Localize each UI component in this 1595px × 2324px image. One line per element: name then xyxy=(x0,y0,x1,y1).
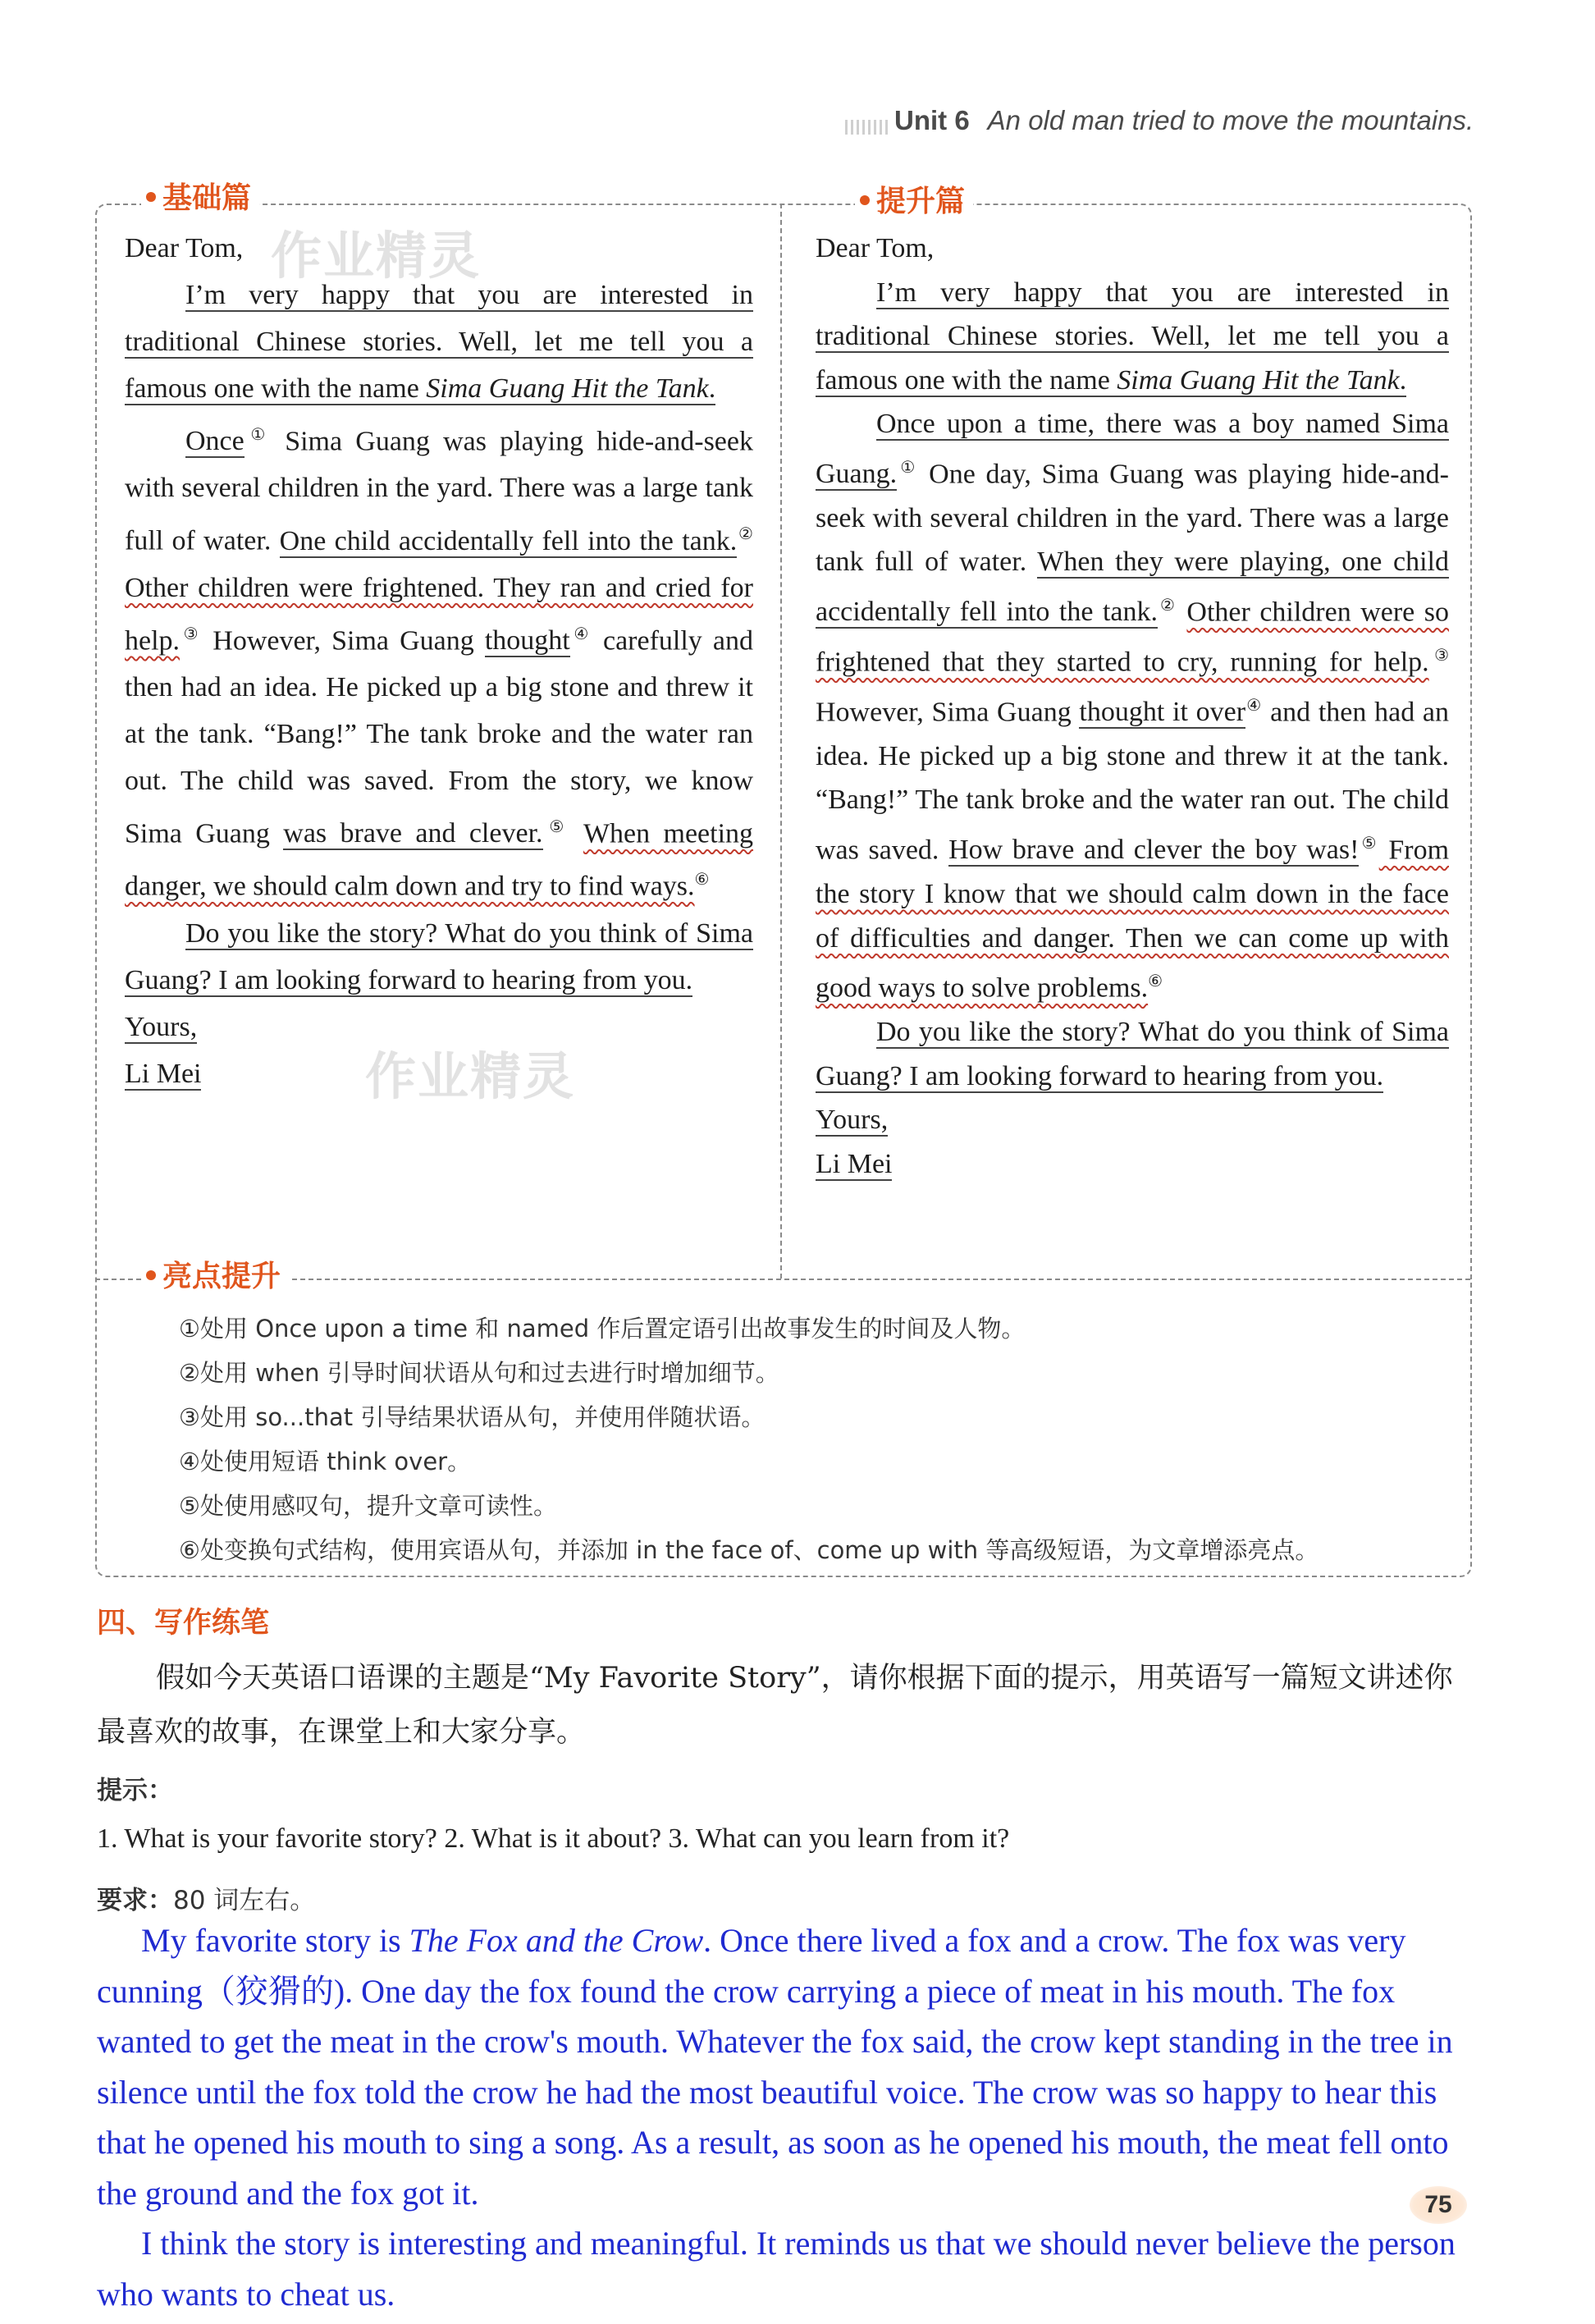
bullet-dot-icon xyxy=(146,1270,156,1280)
closing: Yours, xyxy=(125,1011,198,1042)
signature: Li Mei xyxy=(125,1058,202,1089)
paragraph-1: I’m very happy that you are interested in traditional Chinese stories. Well, let me tell you a famous one with the name Sima Guang Hit the Tank. xyxy=(816,277,1449,396)
hint-prompts: 1. What is your favorite story? 2. What is it about? 3. What can you learn from it? xyxy=(97,1823,1010,1854)
highlight-item: ⑥处变换句式结构，使用宾语从句，并添加 in the face of、come up with 等高级短语，为文章增添亮点。 xyxy=(179,1536,1319,1564)
signature: Li Mei xyxy=(816,1148,893,1179)
basic-version-label: 基础篇 xyxy=(141,181,259,217)
answer-paragraph-2: I think the story is interesting and meaningful. It reminds us that we should never believe the person who wants to cheat us. xyxy=(97,2225,1456,2313)
highlights-label: 亮点提升 xyxy=(141,1259,289,1295)
basic-essay xyxy=(125,225,753,1097)
bullet-dot-icon xyxy=(146,192,156,202)
unit-label: Unit 6 xyxy=(894,105,970,135)
paragraph-2: Once① Sima Guang was playing hide-and-seek with several children in the yard. There was a large tank full of water. One child accidentally fell into the tank.② Other children were frightened. They ran and cried for help.③ However, Sima Guang thought④ carefully and then had an idea. He picked up a big stone and threw it at the tank. “Bang!” The tank broke and the water ran out. The child was saved. From the story, we know Sima Guang was brave and clever.⑤ When meeting danger, we should calm down and try to find ways.⑥ xyxy=(125,426,754,902)
advanced-essay xyxy=(816,226,1449,1186)
paragraph-1: I’m very happy that you are interested in traditional Chinese stories. Well, let me tell you a famous one with the name Sima Guang Hit the Tank. xyxy=(125,280,753,404)
advanced-version-label: 提升篇 xyxy=(855,184,973,220)
highlights-divider xyxy=(95,1279,1470,1280)
writing-task: 假如今天英语口语课的主题是“My Favorite Story”，请你根据下面的提示，用英语写一篇短文讲述你最喜欢的故事，在课堂上和大家分享。 xyxy=(97,1662,1453,1749)
column-divider xyxy=(780,204,782,1279)
paragraph-2: Once upon a time, there was a boy named Sima Guang.① One day, Sima Guang was playing hide-and-seek with several children in the yard. There was a large tank full of water. When they were playing, one child accidentally fell into the tank.② Other children were so frightened that they started to cry, running for help.③ However, Sima Guang thought it over④ and then had an idea. He picked up a big stone and threw it at the tank. “Bang!” The tank broke and the water ran out. The child was saved. How brave and clever the boy was!⑤ From the story I know that we should calm down in the face of difficulties and danger. Then we can come up with good ways to solve problems.⑥ xyxy=(816,409,1450,1004)
paragraph-3: Do you like the story? What do you think of Sima Guang? I am looking forward to hearing from you. xyxy=(125,917,753,995)
watermark: 作业精灵 xyxy=(365,1046,576,1106)
bullet-dot-icon xyxy=(860,195,870,205)
highlight-item: ⑤处使用感叹句，提升文章可读性。 xyxy=(179,1492,557,1520)
highlight-item: ①处用 Once upon a time 和 named 作后置定语引出故事发生的时间及人物。 xyxy=(179,1315,1026,1343)
hint-label: 提示： xyxy=(97,1776,173,1805)
highlights-list xyxy=(179,1306,1442,1572)
highlight-item: ③处用 so...that 引导结果状语从句，并使用伴随状语。 xyxy=(179,1403,766,1431)
handwritten-answer xyxy=(97,1915,1493,2319)
paragraph-3: Do you like the story? What do you think of Sima Guang? I am looking forward to hearing from you. xyxy=(816,1017,1449,1091)
closing: Yours, xyxy=(816,1105,889,1136)
greeting: Dear Tom, xyxy=(125,233,244,263)
watermark: 作业精灵 xyxy=(271,226,482,286)
requirement: 要求：80 词左右。 xyxy=(97,1886,316,1915)
greeting: Dear Tom, xyxy=(816,233,935,263)
unit-title: An old man tried to move the mountains. xyxy=(987,105,1474,135)
running-header xyxy=(894,105,1485,141)
page-number: 75 xyxy=(1410,2186,1467,2224)
writing-section-title: 四、写作练笔 xyxy=(97,1607,270,1640)
highlight-item: ②处用 when 引导时间状语从句和过去进行时增加细节。 xyxy=(179,1359,779,1387)
answer-paragraph-1: My favorite story is The Fox and the Crow. Once there lived a fox and a crow. The fox was very cunning（狡猾的). One day the fox found the crow carrying a piece of meat in his mouth. The fox wanted to get the meat in the crow's mouth. Whatever the fox said, the crow kept standing in the tree in silence until the fox told the crow he had the most beautiful voice. The crow was so happy to hear this that he opened his mouth to sing a song. As a result, as soon as he opened his mouth, the meat fell onto the ground and the fox got it. xyxy=(97,1922,1453,2212)
highlight-item: ④处使用短语 think over。 xyxy=(179,1448,472,1475)
header-decoration xyxy=(845,120,890,135)
